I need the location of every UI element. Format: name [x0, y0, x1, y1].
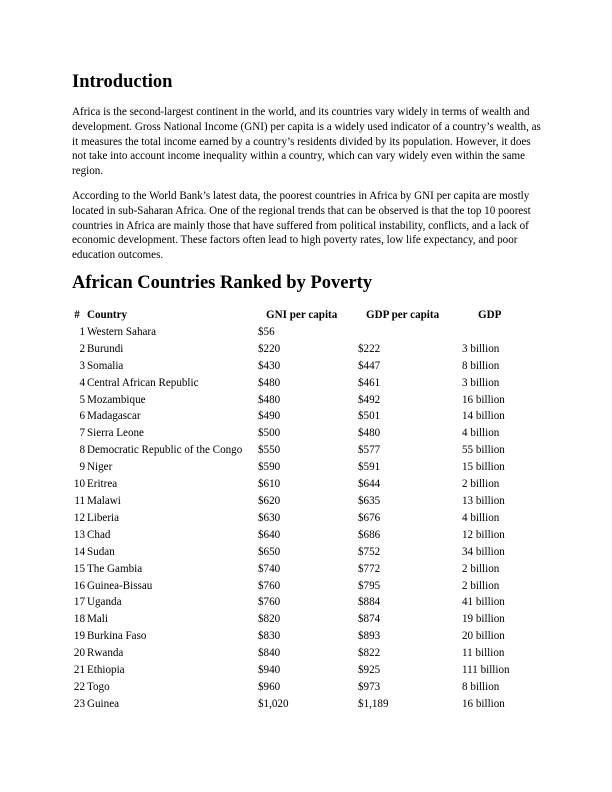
gni-per-capita-cell: $650	[258, 545, 281, 558]
gni-per-capita-cell: $760	[258, 596, 281, 609]
table-row	[69, 510, 558, 527]
gni-per-capita-cell: $960	[258, 680, 281, 693]
rank-cell: 14	[73, 545, 85, 558]
gni-per-capita-cell: $490	[258, 410, 281, 423]
table-row	[69, 442, 558, 459]
gdp-per-capita-cell: $884	[358, 596, 381, 609]
rank-cell: 15	[73, 562, 85, 575]
rank-cell: 1	[79, 325, 85, 338]
gdp-cell: 13 billion	[462, 494, 505, 507]
country-cell: The Gambia	[87, 562, 143, 575]
table-row	[69, 578, 558, 595]
gdp-cell: 3 billion	[462, 342, 500, 355]
gdp-per-capita-cell: $686	[358, 528, 381, 541]
gni-per-capita-cell: $220	[258, 342, 281, 355]
rank-cell: 7	[79, 427, 85, 440]
table-row	[69, 493, 558, 510]
country-cell: Chad	[87, 528, 111, 541]
gdp-cell: 16 billion	[462, 697, 505, 710]
country-cell: Malawi	[87, 494, 121, 507]
table-row	[69, 662, 558, 679]
country-cell: Burkina Faso	[87, 630, 147, 643]
gdp-per-capita-cell: $822	[358, 647, 381, 660]
table-row	[69, 527, 558, 544]
gni-per-capita-cell: $550	[258, 444, 281, 457]
intro-heading: Introduction	[72, 72, 173, 92]
country-cell: Democratic Republic of the Congo	[87, 444, 243, 457]
header-gdp: GDP	[478, 309, 502, 321]
gni-per-capita-cell: $620	[258, 494, 281, 507]
intro-paragraph-1: Africa is the second-largest continent in the world, and its countries vary widely in terms of wealth and development. Gross National Income (GNI) per capita is a widely used indicator of a country’s wealth, as it measures the total income earned by a country’s residents divided by its population. However, it does not take into account income inequality within a country, which can vary widely even within the same region.	[72, 106, 541, 178]
table-row	[69, 358, 558, 375]
gni-per-capita-cell: $480	[258, 376, 281, 389]
rank-cell: 6	[79, 410, 85, 423]
country-cell: Burundi	[87, 342, 124, 355]
gdp-cell: 41 billion	[462, 596, 505, 609]
gni-per-capita-cell: $430	[258, 359, 281, 372]
header-gdp-per-capita: GDP per capita	[366, 309, 440, 321]
table-row	[69, 611, 558, 628]
table-row	[69, 679, 558, 696]
gdp-per-capita-cell: $447	[358, 359, 381, 372]
country-cell: Liberia	[87, 511, 120, 524]
gdp-cell: 34 billion	[462, 545, 505, 558]
country-cell: Guinea-Bissau	[87, 579, 153, 592]
table-row	[69, 392, 558, 409]
country-cell: Niger	[87, 461, 113, 474]
gdp-cell: 2 billion	[462, 478, 500, 491]
gdp-cell: 19 billion	[462, 613, 505, 626]
table-row	[69, 408, 558, 425]
country-cell: Madagascar	[87, 410, 141, 423]
gni-per-capita-cell: $1,020	[258, 697, 289, 710]
header-rank: #	[74, 309, 80, 321]
gdp-cell: 20 billion	[462, 630, 505, 643]
table-row	[69, 628, 558, 645]
table-row	[69, 561, 558, 578]
gni-per-capita-cell: $630	[258, 511, 281, 524]
gni-per-capita-cell: $820	[258, 613, 281, 626]
gdp-cell: 4 billion	[462, 511, 500, 524]
intro-paragraph-2: According to the World Bank’s latest data, the poorest countries in Africa by GNI per capita are mostly located in sub-Saharan Africa. One of the regional trends that can be observed is that the top 10 poorest countries in Africa are mainly those that have suffered from political instability, conflicts, and a lack of economic development. These factors often lead to high poverty rates, low life expectancy, and poor education outcomes.	[72, 190, 531, 262]
gdp-cell: 8 billion	[462, 680, 500, 693]
rank-cell: 3	[79, 359, 85, 372]
gdp-per-capita-cell: $1,189	[358, 697, 389, 710]
gdp-per-capita-cell: $480	[358, 427, 381, 440]
rank-cell: 4	[79, 376, 85, 389]
gdp-per-capita-cell	[358, 324, 462, 341]
table-row	[69, 696, 558, 713]
gdp-cell: 11 billion	[462, 647, 505, 660]
table-row	[69, 645, 558, 662]
ranking-heading: African Countries Ranked by Poverty	[72, 273, 373, 293]
gdp-per-capita-cell: $591	[358, 461, 381, 474]
gdp-cell: 14 billion	[462, 410, 505, 423]
rank-cell: 12	[73, 511, 85, 524]
gdp-per-capita-cell: $461	[358, 376, 381, 389]
country-cell: Somalia	[87, 359, 124, 372]
rank-cell: 18	[73, 613, 85, 626]
gni-per-capita-cell: $610	[258, 478, 281, 491]
table-row	[69, 341, 558, 358]
gdp-per-capita-cell: $501	[358, 410, 381, 423]
country-cell: Uganda	[87, 596, 122, 609]
rank-cell: 20	[73, 647, 85, 660]
gdp-cell: 15 billion	[462, 461, 505, 474]
table-row	[69, 375, 558, 392]
gni-per-capita-cell: $590	[258, 461, 281, 474]
rank-cell: 10	[73, 478, 85, 491]
rank-cell: 19	[73, 630, 85, 643]
gni-per-capita-cell: $56	[258, 325, 275, 338]
table-row	[69, 594, 558, 611]
gdp-per-capita-cell: $676	[358, 511, 381, 524]
rank-cell: 8	[79, 444, 85, 457]
gdp-cell: 16 billion	[462, 393, 505, 406]
country-cell: Eritrea	[87, 478, 118, 491]
gdp-per-capita-cell: $772	[358, 562, 381, 575]
header-country: Country	[87, 309, 128, 321]
gni-per-capita-cell: $760	[258, 579, 281, 592]
gdp-cell: 2 billion	[462, 579, 500, 592]
country-cell: Togo	[87, 680, 110, 693]
gdp-per-capita-cell: $752	[358, 545, 381, 558]
rank-cell: 22	[73, 680, 85, 693]
country-cell: Central African Republic	[87, 376, 199, 389]
gdp-per-capita-cell: $222	[358, 342, 381, 355]
gdp-cell: 4 billion	[462, 427, 500, 440]
gni-per-capita-cell: $640	[258, 528, 281, 541]
rank-cell: 11	[74, 494, 85, 507]
gni-per-capita-cell: $500	[258, 427, 281, 440]
country-cell: Guinea	[87, 697, 120, 710]
country-cell: Western Sahara	[87, 325, 157, 338]
gni-per-capita-cell: $840	[258, 647, 281, 660]
gdp-cell: 8 billion	[462, 359, 500, 372]
country-cell: Mozambique	[87, 393, 146, 406]
table-row	[69, 476, 558, 493]
gdp-per-capita-cell: $577	[358, 444, 381, 457]
table-header-row	[69, 307, 558, 324]
gdp-per-capita-cell: $925	[358, 664, 381, 677]
country-cell: Sudan	[87, 545, 115, 558]
table-row	[69, 459, 558, 476]
gdp-cell	[462, 324, 558, 341]
gni-per-capita-cell: $830	[258, 630, 281, 643]
gdp-cell: 2 billion	[462, 562, 500, 575]
country-cell: Rwanda	[87, 647, 124, 660]
gni-per-capita-cell: $940	[258, 664, 281, 677]
gni-per-capita-cell: $480	[258, 393, 281, 406]
rank-cell: 2	[79, 342, 85, 355]
header-gni-per-capita: GNI per capita	[266, 309, 338, 321]
rank-cell: 5	[79, 393, 85, 406]
gni-per-capita-cell: $740	[258, 562, 281, 575]
rank-cell: 17	[73, 596, 85, 609]
gdp-cell: 3 billion	[462, 376, 500, 389]
gdp-per-capita-cell: $492	[358, 393, 381, 406]
gdp-per-capita-cell: $795	[358, 579, 381, 592]
country-cell: Sierra Leone	[87, 427, 144, 440]
poverty-ranking-table	[69, 307, 558, 713]
gdp-per-capita-cell: $874	[358, 613, 381, 626]
rank-cell: 16	[73, 579, 85, 592]
gdp-cell: 12 billion	[462, 528, 505, 541]
gdp-per-capita-cell: $973	[358, 680, 381, 693]
gdp-per-capita-cell: $893	[358, 630, 381, 643]
country-cell: Ethiopia	[87, 664, 125, 677]
gdp-cell: 111 billion	[462, 664, 510, 677]
gdp-cell: 55 billion	[462, 444, 505, 457]
rank-cell: 21	[73, 664, 85, 677]
table-body	[69, 324, 558, 713]
gdp-per-capita-cell: $644	[358, 478, 381, 491]
table-row	[69, 544, 558, 561]
rank-cell: 23	[73, 697, 85, 710]
gdp-per-capita-cell: $635	[358, 494, 381, 507]
country-cell: Mali	[87, 613, 108, 626]
rank-cell: 13	[73, 528, 85, 541]
table-row	[69, 324, 558, 341]
rank-cell: 9	[79, 461, 85, 474]
table-row	[69, 425, 558, 442]
